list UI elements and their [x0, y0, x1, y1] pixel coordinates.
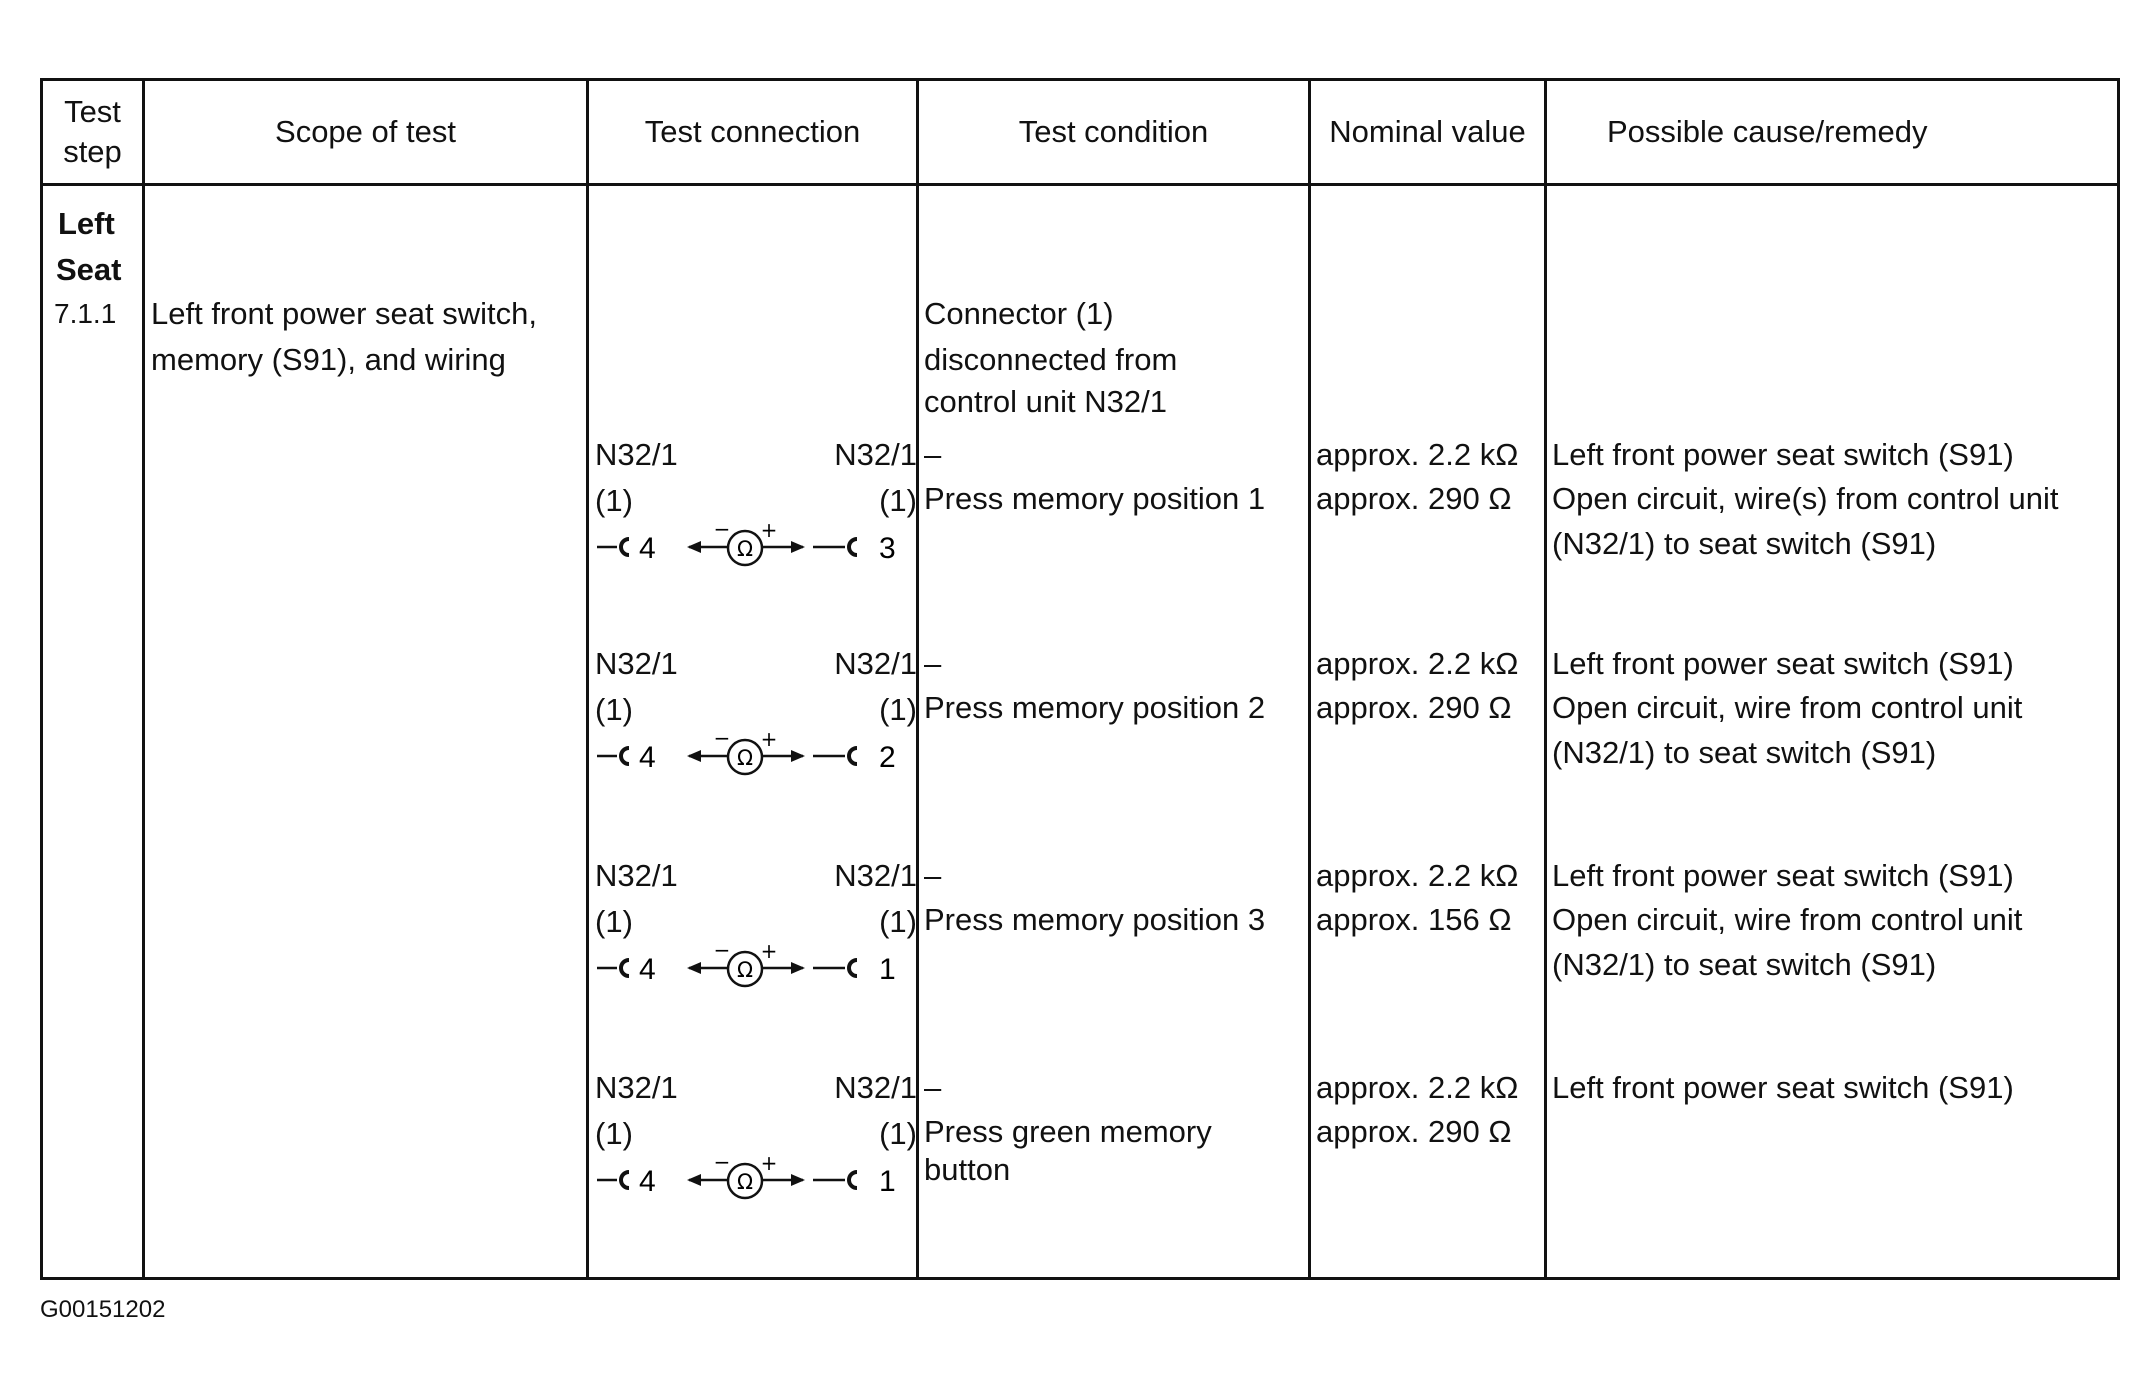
cause-open-circuit: Open circuit, wire(s) from control unit	[1552, 481, 2059, 516]
cause-open-circuit-continued: (N32/1) to seat switch (S91)	[1552, 526, 1937, 561]
header-nominal: Nominal value	[1329, 114, 1526, 149]
nominal-value-pressed: approx. 156 Ω	[1316, 902, 1512, 937]
ohm-symbol: Ω	[736, 1170, 754, 1194]
meter-plus-sign: +	[760, 1157, 778, 1175]
ohmmeter-diagram	[595, 945, 917, 995]
test-condition-dash: –	[924, 646, 942, 681]
cause-open-circuit: Open circuit, wire from control unit	[1552, 902, 2023, 937]
plug-right-icon	[849, 1172, 857, 1188]
connector-left-pin: 4	[639, 532, 656, 565]
ohmmeter-diagram	[595, 1157, 917, 1207]
test-connection	[595, 432, 917, 582]
figure-id: G00151202	[40, 1296, 166, 1323]
nominal-value-pressed: approx. 290 Ω	[1316, 690, 1512, 725]
header-scope: Scope of test	[275, 114, 456, 149]
test-condition-dash: –	[924, 858, 942, 893]
header-connection: Test connection	[644, 114, 861, 149]
cause-switch: Left front power seat switch (S91)	[1552, 1070, 2014, 1105]
section-label-left: Left	[58, 206, 115, 241]
connector-right-sub: (1)	[879, 483, 917, 518]
nominal-value-pressed: approx. 290 Ω	[1316, 1114, 1512, 1149]
connector-right-pin: 2	[879, 741, 896, 774]
cause-switch: Left front power seat switch (S91)	[1552, 858, 2014, 893]
test-condition: Press memory position 1	[924, 481, 1266, 516]
connector-left-label: N32/1	[595, 646, 678, 681]
cause-switch: Left front power seat switch (S91)	[1552, 437, 2014, 472]
nominal-value-open: approx. 2.2 kΩ	[1316, 858, 1519, 893]
plug-left-icon	[621, 748, 629, 764]
nominal-value-open: approx. 2.2 kΩ	[1316, 646, 1519, 681]
ohm-symbol: Ω	[736, 746, 754, 770]
test-condition: Press green memory	[924, 1114, 1212, 1149]
column-divider	[1544, 81, 1547, 1277]
ohmmeter-diagram	[595, 733, 917, 783]
plug-right-icon	[849, 748, 857, 764]
arrow-left-icon	[687, 1174, 701, 1186]
connector-left-label: N32/1	[595, 858, 678, 893]
plug-left-icon	[621, 1172, 629, 1188]
plug-right-icon	[849, 960, 857, 976]
scope-line-2: memory (S91), and wiring	[151, 342, 506, 377]
meter-plus-sign: +	[760, 945, 778, 963]
condition-intro-1: Connector (1)	[924, 296, 1114, 331]
meter-plus-sign: +	[760, 524, 778, 542]
test-condition: Press memory position 2	[924, 690, 1266, 725]
connector-right-label: N32/1	[834, 1070, 917, 1105]
connector-left-sub: (1)	[595, 1116, 633, 1151]
connector-left-sub: (1)	[595, 692, 633, 727]
header-divider	[43, 183, 2117, 186]
test-connection	[595, 1065, 917, 1215]
header-condition: Test condition	[1018, 114, 1209, 149]
connector-right-label: N32/1	[834, 437, 917, 472]
scope-line-1: Left front power seat switch,	[151, 296, 537, 331]
arrow-left-icon	[687, 962, 701, 974]
meter-minus-sign: −	[713, 945, 731, 962]
connector-right-sub: (1)	[879, 1116, 917, 1151]
plug-left-icon	[621, 960, 629, 976]
connector-right-pin: 3	[879, 532, 896, 565]
nominal-value-open: approx. 2.2 kΩ	[1316, 1070, 1519, 1105]
connector-left-pin: 4	[639, 1165, 656, 1198]
test-condition-dash: –	[924, 1070, 942, 1105]
arrow-right-icon	[791, 750, 805, 762]
cause-switch: Left front power seat switch (S91)	[1552, 646, 2014, 681]
ohm-symbol: Ω	[736, 537, 754, 561]
ohm-symbol: Ω	[736, 958, 754, 982]
meter-minus-sign: −	[713, 524, 731, 541]
cause-open-circuit-continued: (N32/1) to seat switch (S91)	[1552, 735, 1937, 770]
connector-right-sub: (1)	[879, 692, 917, 727]
meter-minus-sign: −	[713, 1157, 731, 1174]
meter-plus-sign: +	[760, 733, 778, 751]
arrow-right-icon	[791, 1174, 805, 1186]
connector-left-label: N32/1	[595, 1070, 678, 1105]
header-test-step: Test step	[63, 94, 122, 169]
plug-right-icon	[849, 539, 857, 555]
cause-open-circuit-continued: (N32/1) to seat switch (S91)	[1552, 947, 1937, 982]
condition-intro-2: disconnected from	[924, 342, 1178, 377]
nominal-value-pressed: approx. 290 Ω	[1316, 481, 1512, 516]
connector-left-sub: (1)	[595, 904, 633, 939]
connector-right-pin: 1	[879, 953, 896, 986]
connector-left-pin: 4	[639, 953, 656, 986]
connector-left-sub: (1)	[595, 483, 633, 518]
test-connection	[595, 853, 917, 1003]
step-number: 7.1.1	[54, 298, 117, 329]
connector-right-label: N32/1	[834, 858, 917, 893]
nominal-value-open: approx. 2.2 kΩ	[1316, 437, 1519, 472]
meter-minus-sign: −	[713, 733, 731, 750]
column-divider	[142, 81, 145, 1277]
connector-right-label: N32/1	[834, 646, 917, 681]
connector-right-pin: 1	[879, 1165, 896, 1198]
cause-open-circuit: Open circuit, wire from control unit	[1552, 690, 2023, 725]
test-condition-dash: –	[924, 437, 942, 472]
arrow-right-icon	[791, 541, 805, 553]
connector-left-label: N32/1	[595, 437, 678, 472]
plug-left-icon	[621, 539, 629, 555]
condition-intro-3: control unit N32/1	[924, 384, 1167, 419]
column-divider	[586, 81, 589, 1277]
section-label-seat: Seat	[56, 252, 122, 287]
test-condition-continued: button	[924, 1152, 1011, 1187]
column-divider	[1308, 81, 1311, 1277]
test-connection	[595, 641, 917, 791]
arrow-left-icon	[687, 541, 701, 553]
header-cause: Possible cause/remedy	[1607, 114, 1928, 149]
connector-right-sub: (1)	[879, 904, 917, 939]
test-table	[40, 78, 2120, 1280]
ohmmeter-diagram	[595, 524, 917, 574]
connector-left-pin: 4	[639, 741, 656, 774]
arrow-left-icon	[687, 750, 701, 762]
arrow-right-icon	[791, 962, 805, 974]
test-condition: Press memory position 3	[924, 902, 1266, 937]
